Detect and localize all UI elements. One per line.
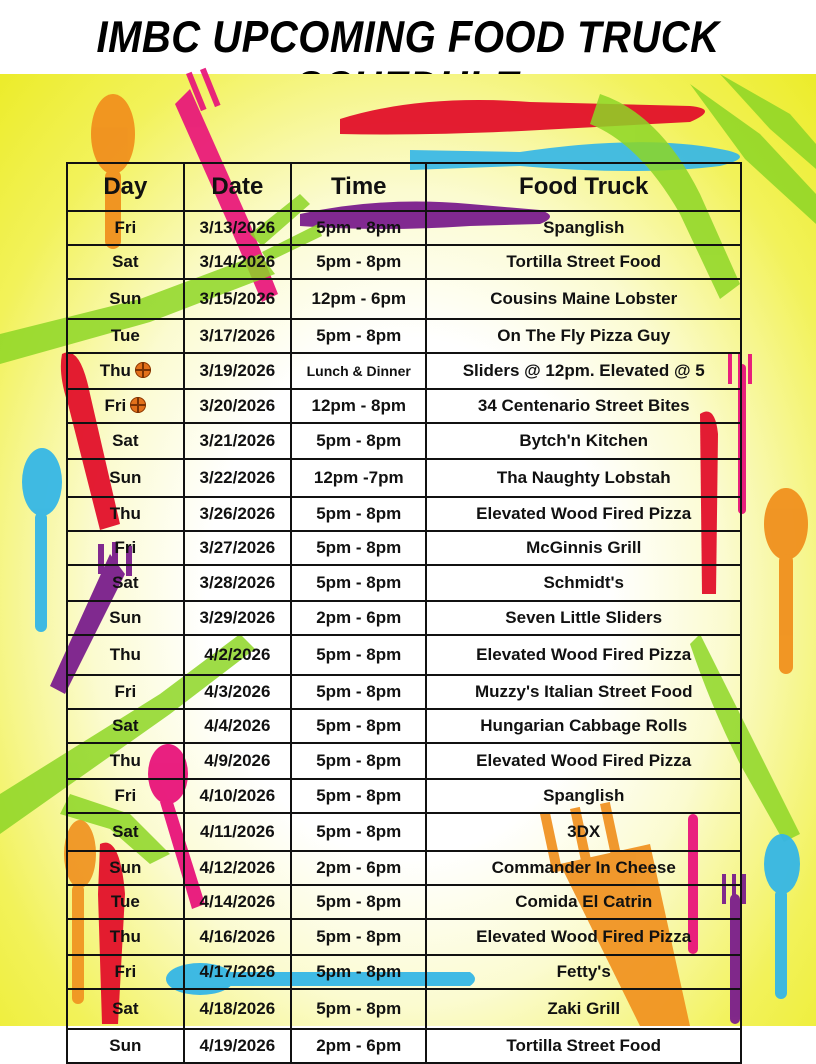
spoon-icon [764,488,808,674]
cell-date-text: 4/10/2026 [199,786,276,805]
cell-day [67,989,184,1029]
cell-date-text: 3/20/2026 [199,396,276,415]
cell-food-truck-text: Zaki Grill [547,999,621,1018]
cell-time [291,531,426,565]
cell-food-truck-text: Muzzy's Italian Street Food [474,682,693,701]
table-row [67,245,741,279]
cell-time [291,601,426,635]
cell-date [184,389,291,423]
cell-food-truck-text: 3DX [567,822,601,841]
cell-date-text: 3/15/2026 [199,289,276,308]
table-row [67,459,741,497]
cell-date [184,635,291,675]
cell-day [67,423,184,459]
cell-food-truck [426,601,741,635]
cell-date [184,709,291,743]
cell-date [184,955,291,989]
table-row [67,497,741,531]
cell-food-truck [426,459,741,497]
cell-date [184,531,291,565]
cell-time-text: 2pm - 6pm [316,608,402,627]
cell-time [291,743,426,779]
cell-food-truck [426,675,741,709]
cell-time [291,245,426,279]
cell-day-text: Thu [109,645,141,664]
cell-time-text: 5pm - 8pm [316,892,402,911]
cell-date [184,245,291,279]
cell-food-truck [426,1029,741,1063]
cell-day-text: Fri [114,218,137,237]
cell-time-text: 5pm - 8pm [316,218,402,237]
cell-day [67,459,184,497]
cell-time [291,1029,426,1063]
cell-food-truck [426,353,741,389]
cell-day [67,211,184,245]
cell-day [67,319,184,353]
table-row [67,989,741,1029]
cell-day [67,885,184,919]
cell-date-text: 4/2/2026 [204,645,271,664]
cell-time-text: 12pm - 6pm [311,289,406,308]
basketball-icon [135,362,151,378]
cell-day-text: Tue [110,326,140,345]
cell-date-text: 4/18/2026 [199,999,276,1018]
table-header-row [67,163,741,211]
cell-food-truck-text: Elevated Wood Fired Pizza [476,504,692,523]
table-row [67,743,741,779]
basketball-icon [130,397,146,413]
cell-day [67,709,184,743]
cell-food-truck [426,779,741,813]
cell-date [184,279,291,319]
cell-date-text: 3/28/2026 [199,573,276,592]
table-row [67,319,741,353]
cell-date [184,459,291,497]
page-title: IMBC UPCOMING FOOD TRUCK [96,12,720,62]
cell-day [67,919,184,955]
cell-time-text: 5pm - 8pm [316,822,402,841]
cell-day [67,389,184,423]
cell-day-text: Sat [112,252,139,271]
cell-time [291,635,426,675]
spoon-icon [764,834,800,999]
cell-date [184,743,291,779]
cell-day-text: Sat [112,999,139,1018]
cell-time-text: 12pm -7pm [313,468,404,487]
cell-date [184,675,291,709]
cell-day [67,955,184,989]
cell-food-truck-text: McGinnis Grill [526,538,642,557]
spoon-icon [22,448,62,632]
cell-food-truck-text: Elevated Wood Fired Pizza [476,927,692,946]
cell-time [291,459,426,497]
cell-time-text: 12pm - 8pm [311,396,406,415]
cell-time [291,497,426,531]
cell-date-text: 4/16/2026 [199,927,276,946]
cell-food-truck [426,211,741,245]
cell-food-truck-text: Fetty's [556,962,611,981]
cell-food-truck-text: Spanglish [543,218,625,237]
cell-day-text: Fri [104,396,127,415]
cell-day-text: Sun [109,289,142,308]
cell-time-text: 5pm - 8pm [316,645,402,664]
schedule-poster [0,74,816,1055]
cell-day-text: Sat [112,431,139,450]
cell-date [184,423,291,459]
cell-date-text: 3/13/2026 [199,218,276,237]
cell-food-truck-text: On The Fly Pizza Guy [497,326,671,345]
cell-food-truck-text: Bytch'n Kitchen [519,431,649,450]
cell-food-truck [426,813,741,851]
table-row [67,635,741,675]
table-row [67,779,741,813]
cell-food-truck-text: Sliders @ 12pm. Elevated @ 5 [462,361,705,380]
cell-time-text: 5pm - 8pm [316,326,402,345]
cell-time-text: 5pm - 8pm [316,927,402,946]
cell-food-truck-text: Tortilla Street Food [506,252,661,271]
cell-time-text: 5pm - 8pm [316,999,402,1018]
cell-food-truck [426,319,741,353]
cell-time-text: 5pm - 8pm [316,786,402,805]
cell-day [67,813,184,851]
cell-date [184,497,291,531]
cell-day [67,675,184,709]
cell-day-text: Thu [109,927,141,946]
cell-date [184,813,291,851]
cell-day-text: Sat [112,573,139,592]
cell-date-text: 4/3/2026 [204,682,271,701]
cell-time [291,389,426,423]
cell-day [67,601,184,635]
cell-time-text: 5pm - 8pm [316,962,402,981]
cell-food-truck [426,531,741,565]
cell-day [67,1029,184,1063]
cell-day [67,743,184,779]
cell-time [291,851,426,885]
cell-date-text: 3/22/2026 [199,468,276,487]
cell-time-text: 2pm - 6pm [316,858,402,877]
cell-day-text: Thu [99,361,131,380]
cell-day-text: Tue [110,892,140,911]
cell-date [184,1029,291,1063]
cell-food-truck [426,423,741,459]
cell-day-text: Thu [109,504,141,523]
cell-day-text: Fri [114,682,137,701]
cell-food-truck-text: Hungarian Cabbage Rolls [480,716,688,735]
cell-time [291,423,426,459]
column-header-time: Time [291,163,426,211]
cell-time [291,211,426,245]
cell-time-text: 2pm - 6pm [316,1036,402,1055]
table-row [67,279,741,319]
cell-date-text: 4/19/2026 [199,1036,276,1055]
cell-time [291,885,426,919]
cell-food-truck [426,497,741,531]
table-row [67,955,741,989]
cell-food-truck [426,851,741,885]
table-row [67,353,741,389]
cell-time [291,919,426,955]
cell-food-truck-text: Commander In Cheese [491,858,676,877]
table-row [67,211,741,245]
cell-day-text: Fri [114,962,137,981]
cell-food-truck [426,919,741,955]
cell-day [67,245,184,279]
cell-food-truck [426,989,741,1029]
cell-day [67,353,184,389]
cell-time-text: 5pm - 8pm [316,716,402,735]
cell-food-truck-text: Comida El Catrin [515,892,653,911]
cell-date [184,353,291,389]
cell-date-text: 4/12/2026 [199,858,276,877]
cell-date-text: 3/27/2026 [199,538,276,557]
cell-food-truck-text: Elevated Wood Fired Pizza [476,645,692,664]
cell-time-text: 5pm - 8pm [316,252,402,271]
cell-day [67,851,184,885]
cell-date-text: 4/17/2026 [199,962,276,981]
cell-time [291,709,426,743]
table-row [67,601,741,635]
cell-day [67,565,184,601]
cell-food-truck-text: Cousins Maine Lobster [490,289,678,308]
cell-day [67,779,184,813]
cell-food-truck-text: 34 Centenario Street Bites [477,396,690,415]
cell-day-text: Sun [109,608,142,627]
table-row [67,851,741,885]
table-row [67,885,741,919]
cell-date [184,989,291,1029]
food-truck-schedule-table [66,162,742,1064]
cell-food-truck-text: Tortilla Street Food [506,1036,661,1055]
column-header-food-truck: Food Truck [426,163,741,211]
cell-day-text: Sun [109,1036,142,1055]
cell-time [291,279,426,319]
cell-food-truck-text: Spanglish [543,786,625,805]
cell-food-truck-text: Elevated Wood Fired Pizza [476,751,692,770]
cell-food-truck [426,709,741,743]
cell-time [291,779,426,813]
table-row [67,813,741,851]
cell-food-truck [426,635,741,675]
cell-date-text: 3/19/2026 [199,361,276,380]
cell-time-text: 5pm - 8pm [316,682,402,701]
cell-date-text: 3/29/2026 [199,608,276,627]
cell-day-text: Fri [114,538,137,557]
cell-date [184,211,291,245]
table-row [67,531,741,565]
cell-day [67,635,184,675]
cell-day [67,531,184,565]
cell-date [184,601,291,635]
cell-food-truck [426,885,741,919]
cell-day-text: Sun [109,858,142,877]
cell-day-text: Thu [109,751,141,770]
cell-date-text: 3/26/2026 [199,504,276,523]
cell-time [291,353,426,389]
cell-time-text: 5pm - 8pm [316,538,402,557]
cell-time [291,955,426,989]
cell-date-text: 3/14/2026 [199,252,276,271]
cell-time-text: 5pm - 8pm [316,573,402,592]
table-row [67,423,741,459]
cell-date-text: 3/17/2026 [199,326,276,345]
cell-date [184,779,291,813]
cell-food-truck [426,245,741,279]
cell-time [291,675,426,709]
cell-time [291,565,426,601]
cell-date-text: 4/4/2026 [204,716,271,735]
cell-food-truck [426,743,741,779]
column-header-day: Day [67,163,184,211]
cell-date-text: 4/11/2026 [200,822,275,841]
table-row [67,919,741,955]
cell-date-text: 4/14/2026 [199,892,276,911]
cell-day [67,279,184,319]
cell-food-truck [426,955,741,989]
cell-food-truck [426,279,741,319]
cell-food-truck-text: Tha Naughty Lobstah [496,468,671,487]
cell-date [184,919,291,955]
cell-time-text: Lunch & Dinner [306,363,411,379]
cell-day-text: Fri [114,786,137,805]
cell-food-truck [426,565,741,601]
table-row [67,709,741,743]
cell-time-text: 5pm - 8pm [316,431,402,450]
table-row [67,389,741,423]
cell-date [184,851,291,885]
cell-time [291,319,426,353]
cell-food-truck-text: Seven Little Sliders [505,608,663,627]
cell-day-text: Sun [109,468,142,487]
column-header-date: Date [184,163,291,211]
cell-date [184,885,291,919]
cell-date [184,319,291,353]
cell-time-text: 5pm - 8pm [316,751,402,770]
cell-day-text: Sat [112,822,139,841]
cell-day [67,497,184,531]
table-row [67,675,741,709]
cell-date-text: 4/9/2026 [204,751,271,770]
cell-food-truck-text: Schmidt's [543,573,624,592]
cell-date [184,565,291,601]
cell-time-text: 5pm - 8pm [316,504,402,523]
cell-time [291,813,426,851]
cell-time [291,989,426,1029]
table-row [67,565,741,601]
cell-food-truck [426,389,741,423]
table-row [67,1029,741,1063]
cell-date-text: 3/21/2026 [199,431,276,450]
cell-day-text: Sat [112,716,139,735]
